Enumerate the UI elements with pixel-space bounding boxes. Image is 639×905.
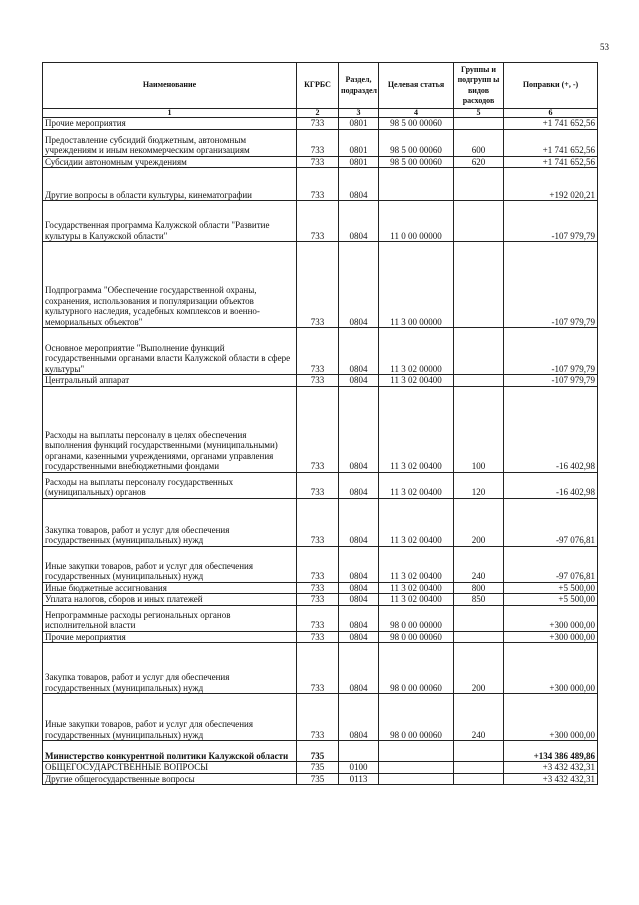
cell-amount: +300 000,00 bbox=[504, 694, 598, 741]
cell-target: 98 0 00 00000 bbox=[379, 605, 454, 631]
cell-kgrbs: 735 bbox=[297, 741, 339, 762]
cell-target: 98 5 00 00060 bbox=[379, 118, 454, 130]
cell-name: Иные закупки товаров, работ и услуг для обеспечения государственных (муниципальных) нужд bbox=[43, 546, 297, 582]
cell-section: 0804 bbox=[339, 201, 379, 242]
cell-target bbox=[379, 773, 454, 785]
cell-group: 200 bbox=[454, 498, 504, 546]
cell-amount: +3 432 432,31 bbox=[504, 762, 598, 774]
cell-name: Уплата налогов, сборов и иных платежей bbox=[43, 594, 297, 606]
cell-kgrbs: 733 bbox=[297, 498, 339, 546]
table-row bbox=[43, 694, 598, 741]
cell-section: 0804 bbox=[339, 168, 379, 201]
cell-name: Непрограммные расходы региональных органов исполнительной власти bbox=[43, 605, 297, 631]
cell-target: 11 3 02 00400 bbox=[379, 386, 454, 472]
cell-amount: -16 402,98 bbox=[504, 386, 598, 472]
cell-target: 98 0 00 00060 bbox=[379, 694, 454, 741]
cell-section: 0801 bbox=[339, 129, 379, 156]
cell-kgrbs: 733 bbox=[297, 694, 339, 741]
cell-amount: -16 402,98 bbox=[504, 472, 598, 498]
cell-amount: -107 979,79 bbox=[504, 201, 598, 242]
cell-group bbox=[454, 773, 504, 785]
table-row bbox=[43, 631, 598, 643]
cell-amount: -97 076,81 bbox=[504, 546, 598, 582]
cell-target: 11 3 02 00400 bbox=[379, 498, 454, 546]
cell-target: 11 3 02 00400 bbox=[379, 594, 454, 606]
table-row bbox=[43, 582, 598, 594]
cell-section: 0804 bbox=[339, 386, 379, 472]
cell-name: Прочие мероприятия bbox=[43, 118, 297, 130]
table-row bbox=[43, 605, 598, 631]
cell-group bbox=[454, 762, 504, 774]
cell-target: 11 0 00 00000 bbox=[379, 201, 454, 242]
cell-name: Предоставление субсидий бюджетным, автономным учреждениям и иным некоммерческим организациям bbox=[43, 129, 297, 156]
cell-group: 240 bbox=[454, 546, 504, 582]
col-header-name: Наименование bbox=[43, 63, 297, 109]
cell-section: 0804 bbox=[339, 472, 379, 498]
cell-kgrbs: 733 bbox=[297, 375, 339, 387]
cell-target: 98 0 00 00060 bbox=[379, 631, 454, 643]
cell-section: 0801 bbox=[339, 118, 379, 130]
cell-amount: +300 000,00 bbox=[504, 631, 598, 643]
cell-section: 0100 bbox=[339, 762, 379, 774]
cell-target bbox=[379, 762, 454, 774]
col-index: 4 bbox=[379, 109, 454, 118]
cell-name: Прочие мероприятия bbox=[43, 631, 297, 643]
col-header-group: Группы и подгрупп ы видов расходов bbox=[454, 63, 504, 109]
cell-name: Иные бюджетные ассигнования bbox=[43, 582, 297, 594]
cell-amount: +5 500,00 bbox=[504, 582, 598, 594]
col-index: 6 bbox=[504, 109, 598, 118]
cell-amount: -107 979,79 bbox=[504, 328, 598, 375]
table-row bbox=[43, 386, 598, 472]
table-row bbox=[43, 328, 598, 375]
cell-kgrbs: 733 bbox=[297, 242, 339, 328]
cell-name: ОБЩЕГОСУДАРСТВЕННЫЕ ВОПРОСЫ bbox=[43, 762, 297, 774]
cell-amount: -97 076,81 bbox=[504, 498, 598, 546]
cell-name: Центральный аппарат bbox=[43, 375, 297, 387]
cell-amount: +300 000,00 bbox=[504, 643, 598, 694]
cell-name: Другие вопросы в области культуры, кинематографии bbox=[43, 168, 297, 201]
cell-section: 0804 bbox=[339, 631, 379, 643]
cell-target: 11 3 02 00400 bbox=[379, 472, 454, 498]
cell-amount: +5 500,00 bbox=[504, 594, 598, 606]
table-row bbox=[43, 168, 598, 201]
cell-amount: +1 741 652,56 bbox=[504, 118, 598, 130]
col-index: 3 bbox=[339, 109, 379, 118]
table-row bbox=[43, 472, 598, 498]
table-row bbox=[43, 242, 598, 328]
cell-group bbox=[454, 201, 504, 242]
table-row bbox=[43, 762, 598, 774]
cell-name: Другие общегосударственные вопросы bbox=[43, 773, 297, 785]
cell-kgrbs: 733 bbox=[297, 129, 339, 156]
cell-name: Государственная программа Калужской области "Развитие культуры в Калужской области" bbox=[43, 201, 297, 242]
cell-group: 200 bbox=[454, 643, 504, 694]
cell-amount: +3 432 432,31 bbox=[504, 773, 598, 785]
cell-amount: +1 741 652,56 bbox=[504, 156, 598, 168]
cell-kgrbs: 733 bbox=[297, 594, 339, 606]
cell-section: 0804 bbox=[339, 643, 379, 694]
col-header-kgrbs: КГРБС bbox=[297, 63, 339, 109]
cell-name: Подпрограмма "Обеспечение государственной охраны, сохранения, использования и популяризации объектов культурного наследия, усадебных комплексов и военно-мемориальных объектов" bbox=[43, 242, 297, 328]
cell-kgrbs: 733 bbox=[297, 386, 339, 472]
header-row bbox=[43, 63, 598, 109]
cell-amount: -107 979,79 bbox=[504, 242, 598, 328]
column-index-row bbox=[43, 109, 598, 118]
cell-group bbox=[454, 242, 504, 328]
cell-kgrbs: 733 bbox=[297, 582, 339, 594]
table-row bbox=[43, 498, 598, 546]
cell-section: 0804 bbox=[339, 594, 379, 606]
cell-group bbox=[454, 741, 504, 762]
cell-section: 0804 bbox=[339, 375, 379, 387]
col-index: 2 bbox=[297, 109, 339, 118]
cell-section: 0113 bbox=[339, 773, 379, 785]
cell-amount: +1 741 652,56 bbox=[504, 129, 598, 156]
page-number: 53 bbox=[600, 42, 609, 52]
cell-group bbox=[454, 375, 504, 387]
col-header-amount: Поправки (+, -) bbox=[504, 63, 598, 109]
cell-section: 0801 bbox=[339, 156, 379, 168]
cell-section: 0804 bbox=[339, 546, 379, 582]
cell-amount: +134 386 489,86 bbox=[504, 741, 598, 762]
cell-name: Министерство конкурентной политики Калужской области bbox=[43, 741, 297, 762]
table-row bbox=[43, 741, 598, 762]
cell-kgrbs: 733 bbox=[297, 168, 339, 201]
cell-target bbox=[379, 741, 454, 762]
cell-kgrbs: 733 bbox=[297, 201, 339, 242]
cell-name: Расходы на выплаты персоналу в целях обеспечения выполнения функций государственными (муниципальными) органами, казенными учреждениями, органами управления государственными внебюджетными фондами bbox=[43, 386, 297, 472]
cell-group: 850 bbox=[454, 594, 504, 606]
cell-target: 11 3 02 00400 bbox=[379, 546, 454, 582]
cell-group bbox=[454, 631, 504, 643]
cell-group: 100 bbox=[454, 386, 504, 472]
cell-kgrbs: 733 bbox=[297, 605, 339, 631]
cell-group: 240 bbox=[454, 694, 504, 741]
table-row bbox=[43, 773, 598, 785]
col-index: 1 bbox=[43, 109, 297, 118]
cell-amount: -107 979,79 bbox=[504, 375, 598, 387]
cell-target: 98 5 00 00060 bbox=[379, 129, 454, 156]
cell-target: 11 3 02 00400 bbox=[379, 582, 454, 594]
cell-group: 600 bbox=[454, 129, 504, 156]
budget-table bbox=[42, 62, 598, 785]
cell-kgrbs: 735 bbox=[297, 762, 339, 774]
table-row bbox=[43, 201, 598, 242]
cell-kgrbs: 733 bbox=[297, 118, 339, 130]
cell-amount: +192 020,21 bbox=[504, 168, 598, 201]
cell-kgrbs: 733 bbox=[297, 472, 339, 498]
cell-target: 11 3 00 00000 bbox=[379, 242, 454, 328]
cell-kgrbs: 733 bbox=[297, 546, 339, 582]
table-row bbox=[43, 129, 598, 156]
cell-target bbox=[379, 168, 454, 201]
cell-name: Субсидии автономным учреждениям bbox=[43, 156, 297, 168]
cell-group bbox=[454, 605, 504, 631]
cell-name: Иные закупки товаров, работ и услуг для обеспечения государственных (муниципальных) нужд bbox=[43, 694, 297, 741]
cell-group: 120 bbox=[454, 472, 504, 498]
cell-group: 620 bbox=[454, 156, 504, 168]
cell-kgrbs: 733 bbox=[297, 328, 339, 375]
table-row bbox=[43, 118, 598, 130]
cell-section: 0804 bbox=[339, 605, 379, 631]
col-header-target: Целевая статья bbox=[379, 63, 454, 109]
cell-section: 0804 bbox=[339, 498, 379, 546]
cell-target: 11 3 02 00000 bbox=[379, 328, 454, 375]
cell-name: Основное мероприятие "Выполнение функций государственными органами власти Калужской области в сфере культуры" bbox=[43, 328, 297, 375]
cell-section bbox=[339, 741, 379, 762]
table-row bbox=[43, 156, 598, 168]
cell-group bbox=[454, 328, 504, 375]
col-header-section: Раздел, подраздел bbox=[339, 63, 379, 109]
cell-group: 800 bbox=[454, 582, 504, 594]
cell-group bbox=[454, 168, 504, 201]
cell-section: 0804 bbox=[339, 694, 379, 741]
cell-group bbox=[454, 118, 504, 130]
cell-section: 0804 bbox=[339, 328, 379, 375]
cell-kgrbs: 735 bbox=[297, 773, 339, 785]
cell-kgrbs: 733 bbox=[297, 631, 339, 643]
cell-section: 0804 bbox=[339, 582, 379, 594]
table-row bbox=[43, 546, 598, 582]
cell-target: 98 0 00 00060 bbox=[379, 643, 454, 694]
cell-kgrbs: 733 bbox=[297, 156, 339, 168]
cell-section: 0804 bbox=[339, 242, 379, 328]
cell-name: Расходы на выплаты персоналу государственных (муниципальных) органов bbox=[43, 472, 297, 498]
table-row bbox=[43, 375, 598, 387]
cell-kgrbs: 733 bbox=[297, 643, 339, 694]
cell-amount: +300 000,00 bbox=[504, 605, 598, 631]
cell-name: Закупка товаров, работ и услуг для обеспечения государственных (муниципальных) нужд bbox=[43, 498, 297, 546]
table-row bbox=[43, 643, 598, 694]
cell-target: 11 3 02 00400 bbox=[379, 375, 454, 387]
table-row bbox=[43, 594, 598, 606]
cell-target: 98 5 00 00060 bbox=[379, 156, 454, 168]
col-index: 5 bbox=[454, 109, 504, 118]
cell-name: Закупка товаров, работ и услуг для обеспечения государственных (муниципальных) нужд bbox=[43, 643, 297, 694]
